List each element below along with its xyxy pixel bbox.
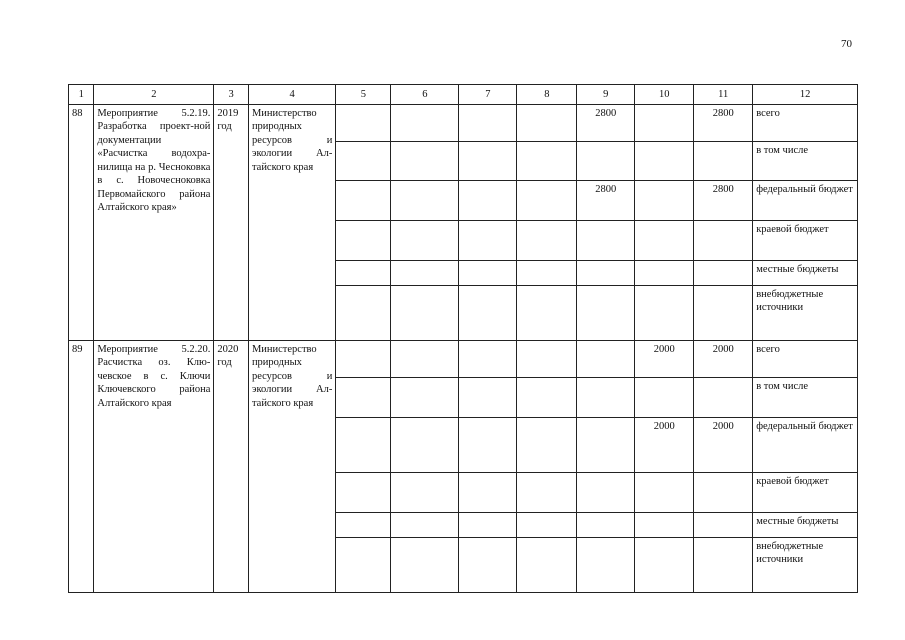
funding-value-cell	[459, 378, 517, 418]
funding-value-cell	[635, 286, 694, 341]
funding-value-cell	[336, 105, 391, 142]
column-header: 2	[94, 85, 214, 105]
funding-value-cell	[459, 513, 517, 538]
page-number: 70	[841, 38, 852, 50]
program-table	[68, 84, 858, 593]
item-number-cell: 88	[69, 105, 94, 341]
item-year-cell: 2020 год	[214, 341, 249, 593]
column-header: 11	[694, 85, 753, 105]
funding-value-cell	[391, 105, 459, 142]
funding-value-cell	[635, 142, 694, 181]
column-header: 4	[248, 85, 335, 105]
table-body	[69, 105, 858, 593]
funding-source-cell: в том числе	[753, 142, 858, 181]
funding-value-cell	[391, 142, 459, 181]
funding-value-cell	[391, 261, 459, 286]
funding-value-cell	[517, 418, 577, 473]
funding-value-cell	[391, 181, 459, 221]
funding-value-cell	[635, 473, 694, 513]
funding-value-cell	[517, 142, 577, 181]
funding-value-cell	[694, 221, 753, 261]
funding-source-cell: федеральный бюджет	[753, 418, 858, 473]
funding-value-cell	[391, 341, 459, 378]
funding-value-cell	[577, 473, 635, 513]
table-row	[69, 105, 858, 142]
item-year-cell: 2019 год	[214, 105, 249, 341]
funding-value-cell	[459, 261, 517, 286]
column-header: 1	[69, 85, 94, 105]
funding-value-cell	[517, 261, 577, 286]
funding-value-cell	[391, 221, 459, 261]
funding-value-cell	[459, 142, 517, 181]
funding-value-cell	[336, 261, 391, 286]
column-header: 12	[753, 85, 858, 105]
funding-value-cell	[517, 341, 577, 378]
funding-value-cell	[459, 418, 517, 473]
column-header: 10	[635, 85, 694, 105]
funding-value-cell	[391, 538, 459, 593]
funding-value-cell	[336, 513, 391, 538]
funding-value-cell	[694, 286, 753, 341]
funding-source-cell: в том числе	[753, 378, 858, 418]
funding-value-cell	[577, 538, 635, 593]
funding-value-cell	[577, 378, 635, 418]
funding-value-cell	[336, 341, 391, 378]
funding-value-cell	[577, 513, 635, 538]
funding-value-cell	[336, 286, 391, 341]
item-organization-cell: Министерство природных ресурсов и экологии Ал-тайского края	[248, 105, 335, 341]
column-header: 5	[336, 85, 391, 105]
funding-value-cell	[694, 538, 753, 593]
funding-value-cell: 2800	[577, 181, 635, 221]
funding-value-cell: 2800	[694, 181, 753, 221]
funding-value-cell	[336, 378, 391, 418]
funding-value-cell: 2800	[577, 105, 635, 142]
funding-value-cell	[459, 286, 517, 341]
funding-value-cell	[517, 378, 577, 418]
funding-source-cell: краевой бюджет	[753, 221, 858, 261]
funding-value-cell	[459, 181, 517, 221]
funding-value-cell	[577, 221, 635, 261]
funding-value-cell	[517, 181, 577, 221]
funding-value-cell	[391, 473, 459, 513]
funding-value-cell	[391, 513, 459, 538]
funding-source-cell: местные бюджеты	[753, 513, 858, 538]
table-header	[69, 85, 858, 105]
funding-value-cell: 2800	[694, 105, 753, 142]
funding-value-cell	[577, 261, 635, 286]
funding-value-cell	[336, 221, 391, 261]
funding-value-cell	[517, 221, 577, 261]
funding-value-cell: 2000	[635, 341, 694, 378]
funding-value-cell	[694, 473, 753, 513]
funding-value-cell	[635, 261, 694, 286]
funding-value-cell	[694, 142, 753, 181]
column-header: 6	[391, 85, 459, 105]
column-header: 7	[459, 85, 517, 105]
funding-source-cell: всего	[753, 105, 858, 142]
funding-value-cell	[336, 538, 391, 593]
funding-value-cell	[391, 418, 459, 473]
funding-value-cell	[459, 538, 517, 593]
funding-value-cell	[336, 418, 391, 473]
funding-source-cell: внебюджетные источники	[753, 538, 858, 593]
funding-value-cell	[517, 513, 577, 538]
funding-value-cell	[577, 286, 635, 341]
funding-value-cell	[391, 378, 459, 418]
column-header: 8	[517, 85, 577, 105]
funding-value-cell	[517, 105, 577, 142]
column-header: 3	[214, 85, 249, 105]
funding-value-cell	[459, 341, 517, 378]
header-row	[69, 85, 858, 105]
funding-value-cell	[336, 473, 391, 513]
item-number-cell: 89	[69, 341, 94, 593]
funding-value-cell	[635, 181, 694, 221]
funding-source-cell: краевой бюджет	[753, 473, 858, 513]
funding-value-cell	[517, 538, 577, 593]
funding-value-cell	[635, 538, 694, 593]
item-organization-cell: Министерство природных ресурсов и экологии Ал-тайского края	[248, 341, 335, 593]
item-description-cell: Мероприятие 5.2.20. Расчистка оз. Клю-чевское в с. Ключи Ключевского района Алтайского края	[94, 341, 214, 593]
funding-value-cell: 2000	[694, 341, 753, 378]
funding-value-cell	[517, 286, 577, 341]
funding-value-cell	[694, 378, 753, 418]
funding-value-cell	[694, 513, 753, 538]
table-row	[69, 341, 858, 378]
funding-value-cell	[459, 105, 517, 142]
funding-value-cell	[635, 221, 694, 261]
funding-value-cell	[635, 378, 694, 418]
funding-value-cell	[459, 221, 517, 261]
funding-value-cell	[577, 418, 635, 473]
funding-source-cell: местные бюджеты	[753, 261, 858, 286]
funding-value-cell	[635, 513, 694, 538]
funding-source-cell: федеральный бюджет	[753, 181, 858, 221]
item-description-cell: Мероприятие 5.2.19. Разработка проект-ной документации «Расчистка водохра-нилища на р. Чесноковка в с. Новочесноковка Первомайского района Алтайского края»	[94, 105, 214, 341]
funding-value-cell	[635, 105, 694, 142]
funding-value-cell	[336, 181, 391, 221]
column-header: 9	[577, 85, 635, 105]
funding-value-cell	[577, 142, 635, 181]
funding-value-cell	[459, 473, 517, 513]
funding-value-cell: 2000	[694, 418, 753, 473]
funding-value-cell	[517, 473, 577, 513]
funding-source-cell: всего	[753, 341, 858, 378]
funding-value-cell	[694, 261, 753, 286]
funding-value-cell	[577, 341, 635, 378]
funding-value-cell	[336, 142, 391, 181]
funding-source-cell: внебюджетные источники	[753, 286, 858, 341]
funding-value-cell: 2000	[635, 418, 694, 473]
funding-value-cell	[391, 286, 459, 341]
